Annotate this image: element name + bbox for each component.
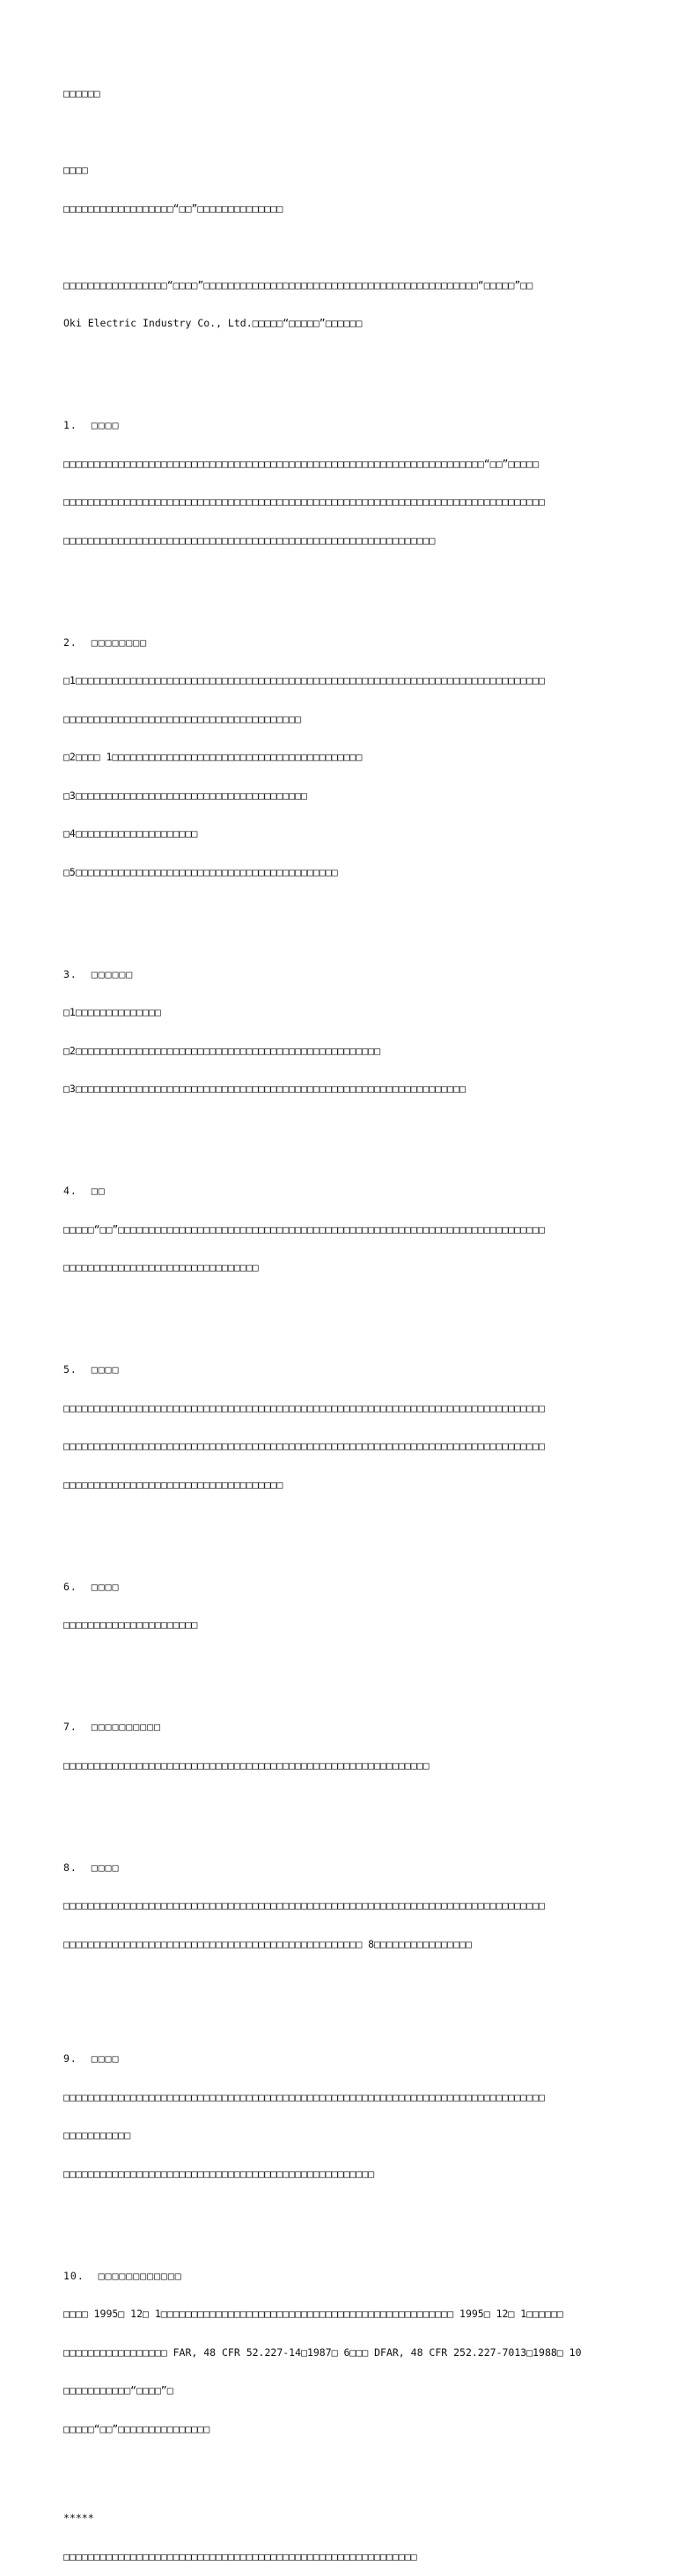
section-text: □□□□□□□□□□□□□□□□□□□□□□□□□□□□□□□□□□□□□□□□□□□□□□□□□□□□□□□□□□□□□□□□□□□□□□□□□□□□□□□ [63, 1440, 545, 1452]
section-text: □3□□□□□□□□□□□□□□□□□□□□□□□□□□□□□□□□□□□□□□□□□□□□□□□□□□□□□□□□□□□□□□□□ [63, 1083, 466, 1095]
preamble-line: □□□□□□□□□□□□□□□□□“□□□□”□□□□□□□□□□□□□□□□□□□□□□□□□□□□□□□□□□□□□□□□□□□□□“□□□□□”□□ [63, 278, 533, 291]
section-text: □2□□□□ 1□□□□□□□□□□□□□□□□□□□□□□□□□□□□□□□□□□□□□□□□□ [63, 751, 363, 763]
section-text: □□□□□□□□□□□□□□□□□□□□□□□□□□□□□□□□□□□□□□□□□□□□□□□□□□□□□□□□□□□□□□□□□□□□□□□□□□□□□□□ [63, 495, 545, 508]
section-heading: 6. □□□□ [63, 1580, 120, 1593]
section-heading: 9. □□□□ [63, 2052, 120, 2065]
section-heading: 4. □□ [63, 1185, 106, 1197]
section-heading: 10. □□□□□□□□□□□□ [63, 2269, 182, 2282]
section-heading: 7. □□□□□□□□□□ [63, 1721, 161, 1733]
section-text: □□□□□□□□□□□□□□□□□□□□□□□□□□□□□□□□□□□□□□□□□□□□□□□□□ 8□□□□□□□□□□□□□□□□ [63, 1937, 472, 1950]
section-text: □□□□ 1995□ 12□ 1□□□□□□□□□□□□□□□□□□□□□□□□□□□□□□□□□□□□□□□□□□□□□□□□ 1995□ 12□ 1□□□□□□ [63, 2308, 563, 2320]
intro-line: □□□□□□□□□□□□□□□□□□“□□”□□□□□□□□□□□□□□ [63, 202, 283, 215]
section-text: □□□□□□□□□□□□□□□□□□□□□□□□□□□□□□□□□□□□ [63, 1478, 283, 1491]
section-text: □□□□□□□□□□□□□□□□□□□□□□□□□□□□□□□□□□□□□□□□□□□□□□□□□□□□□□□□□□□□□□□□□□□□□□□□□□□□□□□ [63, 1899, 545, 1912]
section-text: □□□□□□□□□□□□□□□□□□□□□□□□□□□□□□□□□□□□□□□□□□□□□□□□□□□□□□□□□□□□□□□□□□□□□□□□□□□□□□□ [63, 1401, 545, 1414]
section-text: □3□□□□□□□□□□□□□□□□□□□□□□□□□□□□□□□□□□□□□□ [63, 789, 307, 802]
section-text: □□□□□□□□□□□□□□□□□□□□□□□□□□□□□□□□□□□□□□□ [63, 712, 302, 725]
section-heading: 8. □□□□ [63, 1860, 120, 1874]
section-text: □□□□□□□□□□□□□□□□□□□□□□□□□□□□□□□□□□□□□□□□□□□□□□□□□□□□□□□□□□□□□□□□□□□□□“□□”□□□□□ [63, 457, 540, 470]
preamble-line: Oki Electric Industry Co., Ltd.□□□□□“□□□□□”□□□□□□ [63, 317, 363, 329]
section-heading: 5. □□□□ [63, 1363, 120, 1376]
section-text: □1□□□□□□□□□□□□□□ [63, 1006, 161, 1018]
section-text: □□□□□□□□□□□“□□□□”□ [63, 2384, 173, 2396]
section-heading: 1. □□□□ [63, 419, 120, 431]
section-text: □□□□□□□□□□□□□□□□□□□□□□□□□□□□□□□□□□□□□□□□□□□□□□□□□□□ [63, 2167, 375, 2180]
section-text: □1□□□□□□□□□□□□□□□□□□□□□□□□□□□□□□□□□□□□□□□□□□□□□□□□□□□□□□□□□□□□□□□□□□□□□□□□□□□□□ [63, 674, 545, 686]
document-title: □□□□□□ [63, 87, 100, 99]
section-text: □□□□□□□□□□□□□□□□□□□□□□ [63, 1618, 198, 1631]
section-text: □5□□□□□□□□□□□□□□□□□□□□□□□□□□□□□□□□□□□□□□□□□□□ [63, 865, 338, 878]
section-text: □□□□□□□□□□□ [63, 2129, 131, 2141]
closing-stars: ***** [63, 2512, 94, 2524]
section-text: □□□□□“□□”□□□□□□□□□□□□□□□ [63, 2422, 210, 2435]
section-text: □□□□□□□□□□□□□□□□□□□□□□□□□□□□□□□□□□□□□□□□□□□□□□□□□□□□□□□□□□□□ [63, 1758, 430, 1772]
section-text: □□□□□□□□□□□□□□□□□□□□□□□□□□□□□□□□□□□□□□□□□□□□□□□□□□□□□□□□□□□□□ [63, 533, 436, 547]
section-text: □□□□□□□□□□□□□□□□□ FAR, 48 CFR 52.227-14□1987□ 6□□□ DFAR, 48 CFR 252.227-7013□1988□ 10 [63, 2345, 582, 2359]
section-text: □□□□□“□□”□□□□□□□□□□□□□□□□□□□□□□□□□□□□□□□□□□□□□□□□□□□□□□□□□□□□□□□□□□□□□□□□□□□□□□ [63, 1222, 545, 1236]
section-heading: 3. □□□□□□ [63, 967, 134, 980]
section-text: □2□□□□□□□□□□□□□□□□□□□□□□□□□□□□□□□□□□□□□□□□□□□□□□□□□□ [63, 1044, 381, 1057]
section-text: □□□□□□□□□□□□□□□□□□□□□□□□□□□□□□□□□□□□□□□□□□□□□□□□□□□□□□□□□□□□□□□□□□□□□□□□□□□□□□□ [63, 2090, 545, 2103]
intro-label: □□□□ [63, 164, 88, 176]
section-text: □4□□□□□□□□□□□□□□□□□□□□ [63, 827, 198, 840]
closing-line: □□□□□□□□□□□□□□□□□□□□□□□□□□□□□□□□□□□□□□□□□□□□□□□□□□□□□□□□□□ [63, 2550, 417, 2563]
section-text: □□□□□□□□□□□□□□□□□□□□□□□□□□□□□□□□ [63, 1261, 259, 1273]
document-body [63, 62, 618, 2576]
section-heading: 2. □□□□□□□□ [63, 635, 148, 649]
